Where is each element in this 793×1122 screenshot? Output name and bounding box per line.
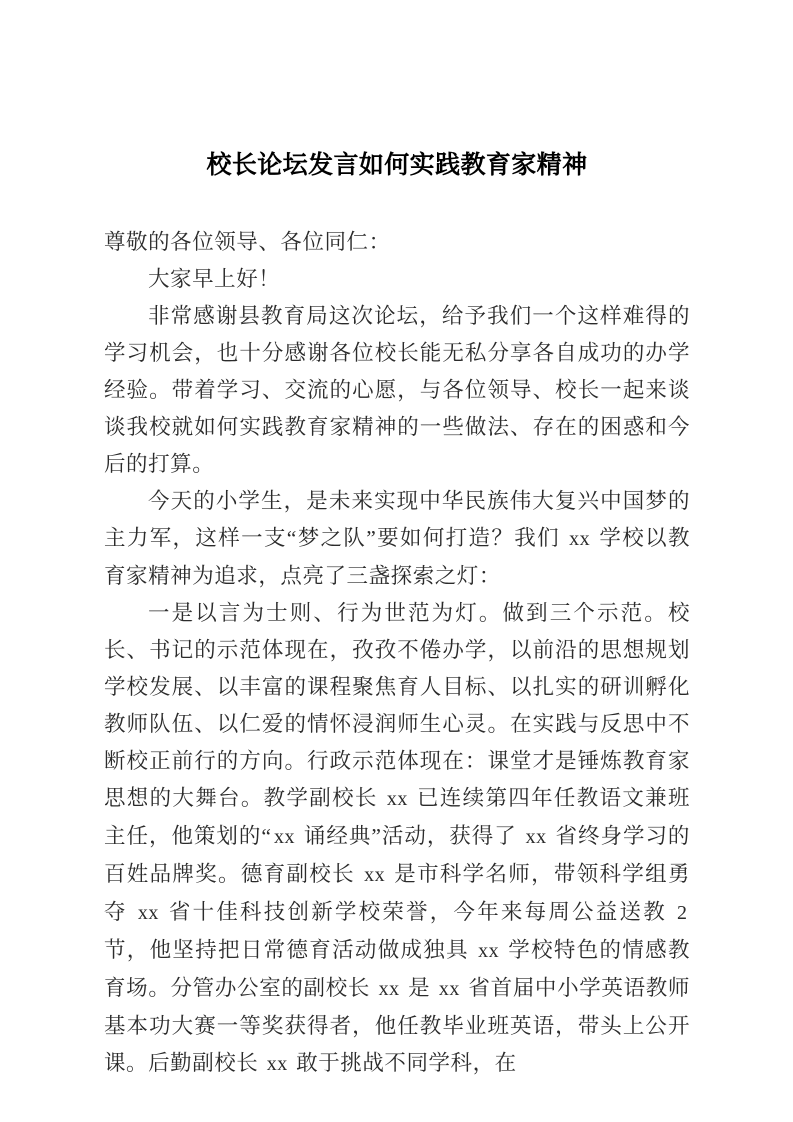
latin-run: xx	[137, 902, 159, 924]
latin-run: xx	[478, 940, 500, 962]
latin-run: xx	[364, 864, 386, 886]
paragraph-point-one: 一是以言为士则、行为世范为灯。做到三个示范。校长、书记的示范体现在，孜孜不倦办学，以前沿的思想规划学校发展、以丰富的课程聚焦育人目标、以扎实的研训孵化教师队伍、以仁爱的情怀浸润师生心灵。在实践与反思中不断校正前行的方向。行政示范体现在：课堂才是锤炼教育家思想的大舞台。教学副校长 xx 已连续第四年任教语文兼班主任，他策划的“ xx 诵经典”活动，获得了 xx 省终身学习的百姓品牌奖。德育副校长 xx 是市科学名师，带领科学组勇夺 xx 省十佳科技创新学校荣誉，今年来每周公益送教 2 节，他坚持把日常德育活动做成独具 xx 学校特色的情感教育场。分管办公室的副校长 xx 是 xx 省首届中小学英语教师基本功大赛一等奖获得者，他任教毕业班英语，带头上公开课。后勤副校长 xx 敢于挑战不同学科，在	[104, 601, 691, 1075]
paragraph-greeting: 大家早上好！	[148, 267, 281, 291]
paragraph-thanks: 非常感谢县教育局这次论坛，给予我们一个这样难得的学习机会，也十分感谢各位校长能无私分享各自成功的办学经验。带着学习、交流的心愿，与各位领导、校长一起来谈谈我校就如何实践教育家精神的一些做法、存在的困惑和今后的打算。	[104, 304, 690, 476]
latin-run: xx	[266, 1053, 288, 1075]
latin-run: xx	[386, 788, 408, 810]
latin-run: xx	[569, 528, 591, 550]
latin-run: xx	[274, 826, 295, 848]
latin-run: 2	[677, 902, 688, 924]
paragraph-vision: 今天的小学生，是未来实现中华民族伟大复兴中国梦的主力军，这样一支“梦之队”要如何打造？我们 xx 学校以教育家精神为追求，点亮了三盏探索之灯：	[104, 489, 690, 588]
latin-run: xx	[438, 978, 460, 1000]
page-title: 校长论坛发言如何实践教育家精神	[206, 151, 588, 179]
latin-run: xx	[378, 978, 400, 1000]
paragraph-salutation: 尊敬的各位领导、各位同仁：	[104, 230, 391, 254]
latin-run: xx	[525, 826, 547, 848]
document-text-block	[104, 224, 690, 1083]
